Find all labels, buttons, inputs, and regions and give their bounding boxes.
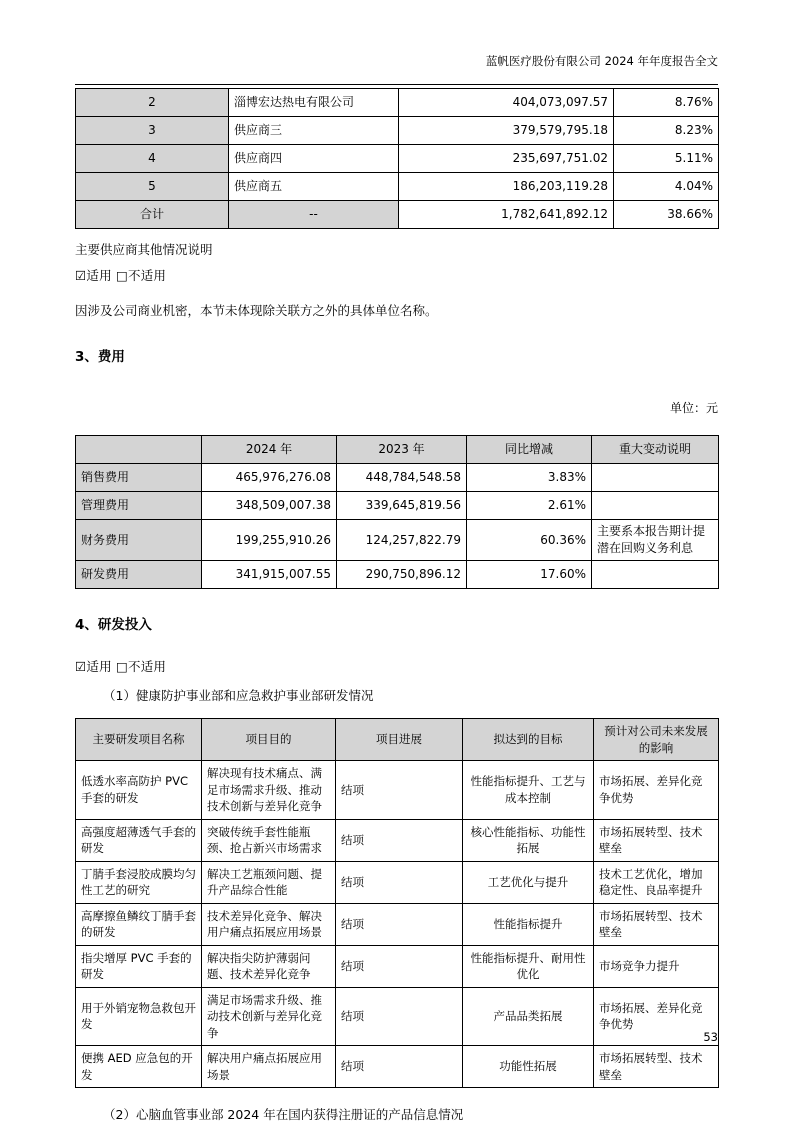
supplier-name: 淄博宏达热电有限公司 [229, 89, 399, 117]
rd-project-name: 用于外销宠物急救包开发 [76, 987, 202, 1046]
rd-col-name: 主要研发项目名称 [76, 719, 202, 761]
expense-table [75, 435, 719, 589]
table-row [76, 561, 719, 589]
supplier-amount: 186,203,119.28 [399, 173, 614, 201]
rd-project-progress: 结项 [336, 945, 463, 987]
supplier-name: 供应商三 [229, 117, 399, 145]
rd-project-goal: 性能指标提升、工艺与成本控制 [463, 761, 594, 820]
expense-row-2023: 448,784,548.58 [337, 464, 467, 492]
expense-row-note [592, 464, 719, 492]
expense-row-name: 研发费用 [76, 561, 202, 589]
rd-project-name: 高强度超薄透气手套的研发 [76, 819, 202, 861]
rd-section-title: 4、研发投入 [75, 617, 152, 633]
rd-col-purpose: 项目目的 [202, 719, 336, 761]
rd-project-purpose: 技术差异化竞争、解决用户痛点拓展应用场景 [202, 903, 336, 945]
rd-project-progress: 结项 [336, 761, 463, 820]
table-row [76, 861, 719, 903]
supplier-percent: 8.76% [614, 89, 719, 117]
supplier-name: 供应商五 [229, 173, 399, 201]
expense-row-2024: 348,509,007.38 [202, 492, 337, 520]
rd-project-impact: 市场拓展转型、技术壁垒 [594, 819, 719, 861]
expense-row-change: 17.60% [467, 561, 592, 589]
rd-project-goal: 产品品类拓展 [463, 987, 594, 1046]
supplier-amount: 404,073,097.57 [399, 89, 614, 117]
expense-col-note: 重大变动说明 [592, 436, 719, 464]
rd-subtitle-1: （1）健康防护事业部和应急救护事业部研发情况 [103, 688, 374, 703]
table-row [76, 173, 719, 201]
table-row [76, 145, 719, 173]
supplier-total-label: 合计 [76, 201, 229, 229]
supplier-amount: 235,697,751.02 [399, 145, 614, 173]
supplier-rank: 4 [76, 145, 229, 173]
expense-row-2024: 341,915,007.55 [202, 561, 337, 589]
rd-project-purpose: 满足市场需求升级、推动技术创新与差异化竞争 [202, 987, 336, 1046]
expense-row-name: 销售费用 [76, 464, 202, 492]
table-row [76, 1046, 719, 1088]
supplier-notes-applicable: ☑适用 □不适用 [75, 268, 167, 283]
rd-project-goal: 核心性能指标、功能性拓展 [463, 819, 594, 861]
expense-col-change: 同比增减 [467, 436, 592, 464]
supplier-total-percent: 38.66% [614, 201, 719, 229]
table-row [76, 492, 719, 520]
rd-project-purpose: 突破传统手套性能瓶颈、抢占新兴市场需求 [202, 819, 336, 861]
rd-project-purpose: 解决用户痛点拓展应用场景 [202, 1046, 336, 1088]
table-row [76, 819, 719, 861]
expense-row-change: 2.61% [467, 492, 592, 520]
rd-project-name: 便携 AED 应急包的开发 [76, 1046, 202, 1088]
rd-project-goal: 性能指标提升、耐用性优化 [463, 945, 594, 987]
rd-col-goal: 拟达到的目标 [463, 719, 594, 761]
expense-row-note [592, 492, 719, 520]
rd-col-progress: 项目进展 [336, 719, 463, 761]
rd-subtitle-2: （2）心脑血管事业部 2024 年在国内获得注册证的产品信息情况 [103, 1107, 464, 1122]
expense-row-2023: 290,750,896.12 [337, 561, 467, 589]
supplier-name: 供应商四 [229, 145, 399, 173]
expense-row-2023: 339,645,819.56 [337, 492, 467, 520]
rd-project-name: 低透水率高防护 PVC 手套的研发 [76, 761, 202, 820]
rd-project-impact: 市场竞争力提升 [594, 945, 719, 987]
expense-unit-label: 单位：元 [669, 401, 718, 415]
table-row [76, 903, 719, 945]
expense-row-note: 主要系本报告期计提潜在回购义务利息 [592, 520, 719, 561]
rd-project-purpose: 解决现有技术痛点、满足市场需求升级、推动技术创新与差异化竞争 [202, 761, 336, 820]
page-content [75, 88, 718, 1125]
rd-project-impact: 市场拓展、差异化竞争优势 [594, 987, 719, 1046]
expense-row-name: 财务费用 [76, 520, 202, 561]
rd-project-impact: 技术工艺优化，增加稳定性、良品率提升 [594, 861, 719, 903]
expense-row-change: 3.83% [467, 464, 592, 492]
supplier-percent: 5.11% [614, 145, 719, 173]
rd-project-goal: 功能性拓展 [463, 1046, 594, 1088]
rd-project-progress: 结项 [336, 861, 463, 903]
rd-project-progress: 结项 [336, 819, 463, 861]
expense-section-title: 3、费用 [75, 349, 125, 365]
supplier-notes-heading: 主要供应商其他情况说明 [75, 242, 213, 257]
rd-project-impact: 市场拓展转型、技术壁垒 [594, 903, 719, 945]
expense-row-name: 管理费用 [76, 492, 202, 520]
rd-project-name: 高摩擦鱼鳞纹丁腈手套的研发 [76, 903, 202, 945]
table-row [76, 89, 719, 117]
rd-project-name: 丁腈手套浸胶成膜均匀性工艺的研究 [76, 861, 202, 903]
rd-project-progress: 结项 [336, 987, 463, 1046]
page-number: 53 [703, 1030, 718, 1044]
table-row [76, 117, 719, 145]
supplier-total-amount: 1,782,641,892.12 [399, 201, 614, 229]
expense-col-blank [76, 436, 202, 464]
table-header-row [76, 719, 719, 761]
rd-project-impact: 市场拓展、差异化竞争优势 [594, 761, 719, 820]
page-header [75, 52, 718, 85]
supplier-percent: 4.04% [614, 173, 719, 201]
expense-row-2024: 465,976,276.08 [202, 464, 337, 492]
table-row-total [76, 201, 719, 229]
expense-row-2024: 199,255,910.26 [202, 520, 337, 561]
rd-project-goal: 性能指标提升 [463, 903, 594, 945]
supplier-rank: 3 [76, 117, 229, 145]
supplier-rank: 2 [76, 89, 229, 117]
supplier-percent: 8.23% [614, 117, 719, 145]
table-row [76, 520, 719, 561]
supplier-table [75, 88, 719, 229]
rd-col-impact: 预计对公司未来发展的影响 [594, 719, 719, 761]
expense-row-2023: 124,257,822.79 [337, 520, 467, 561]
rd-project-purpose: 解决指尖防护薄弱问题、技术差异化竞争 [202, 945, 336, 987]
table-row [76, 464, 719, 492]
rd-project-purpose: 解决工艺瓶颈问题、提升产品综合性能 [202, 861, 336, 903]
expense-col-2024: 2024 年 [202, 436, 337, 464]
expense-row-change: 60.36% [467, 520, 592, 561]
rd-project-impact: 市场拓展转型、技术壁垒 [594, 1046, 719, 1088]
supplier-total-name: -- [229, 201, 399, 229]
rd-applicable: ☑适用 □不适用 [75, 659, 167, 674]
table-row [76, 945, 719, 987]
supplier-amount: 379,579,795.18 [399, 117, 614, 145]
rd-projects-table [75, 718, 719, 1088]
rd-project-name: 指尖增厚 PVC 手套的研发 [76, 945, 202, 987]
supplier-rank: 5 [76, 173, 229, 201]
table-header-row [76, 436, 719, 464]
expense-row-note [592, 561, 719, 589]
supplier-notes-body: 因涉及公司商业机密，本节未体现除关联方之外的具体单位名称。 [75, 303, 438, 318]
expense-col-2023: 2023 年 [337, 436, 467, 464]
table-row [76, 761, 719, 820]
rd-project-goal: 工艺优化与提升 [463, 861, 594, 903]
page-header-title: 蓝帆医疗股份有限公司 2024 年年度报告全文 [485, 54, 718, 68]
table-row [76, 987, 719, 1046]
rd-project-progress: 结项 [336, 1046, 463, 1088]
rd-project-progress: 结项 [336, 903, 463, 945]
